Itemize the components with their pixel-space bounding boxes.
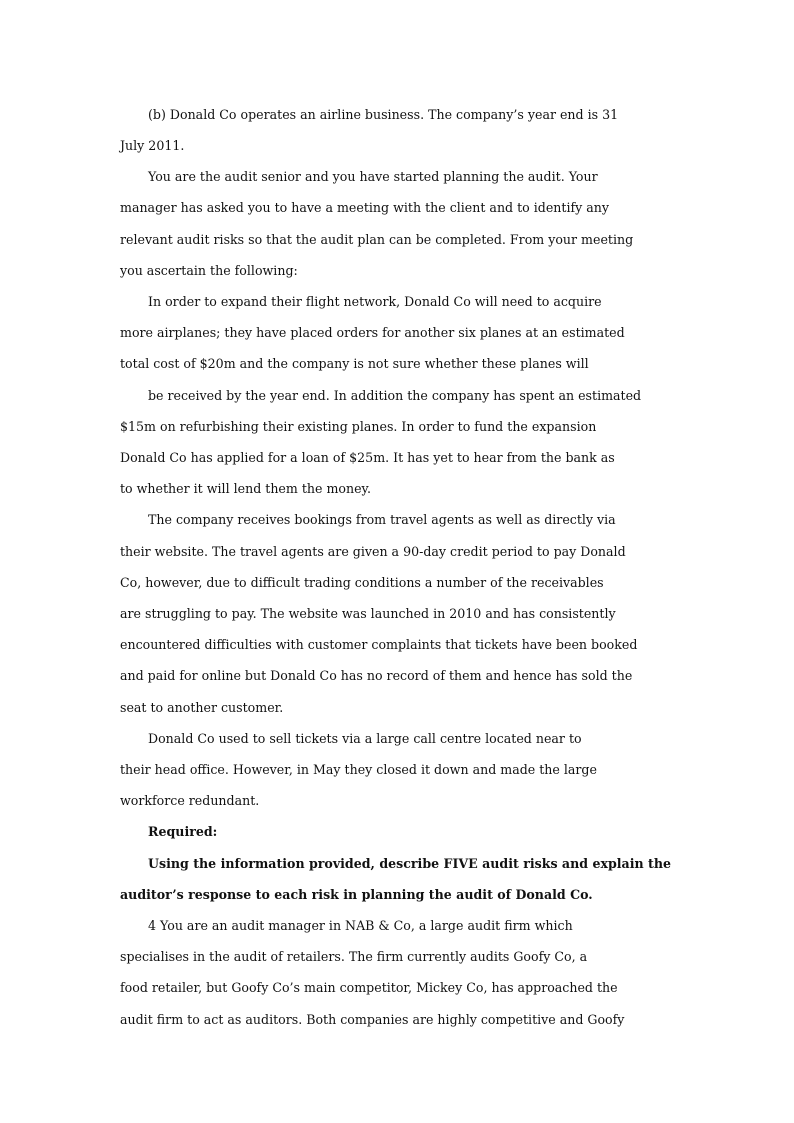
text-line: In order to expand their flight network, Donald Co will need to acquire <box>148 294 602 309</box>
text-line: seat to another customer. <box>120 700 284 715</box>
required-heading: Required: <box>148 824 218 839</box>
text-line: The company receives bookings from travel agents as well as directly via <box>148 512 616 527</box>
text-line: are struggling to pay. The website was launched in 2010 and has consistently <box>120 606 616 621</box>
text-line: and paid for online but Donald Co has no record of them and hence has sold the <box>120 668 633 683</box>
requirement-text: auditor’s response to each risk in planning the audit of Donald Co. <box>120 887 593 902</box>
text-line: Donald Co has applied for a loan of $25m. It has yet to hear from the bank as <box>120 450 615 465</box>
requirement-text: Using the information provided, describe FIVE audit risks and explain the <box>148 856 672 871</box>
text-line: July 2011. <box>120 138 185 153</box>
text-line: $15m on refurbishing their existing planes. In order to fund the expansion <box>120 419 597 434</box>
text-line: you ascertain the following: <box>120 263 298 278</box>
text-line: workforce redundant. <box>120 793 260 808</box>
text-line: Donald Co used to sell tickets via a large call centre located near to <box>148 731 582 746</box>
text-line: You are the audit senior and you have started planning the audit. Your <box>148 169 598 184</box>
text-line: food retailer, but Goofy Co’s main competitor, Mickey Co, has approached the <box>120 980 618 995</box>
text-line: relevant audit risks so that the audit plan can be completed. From your meeting <box>120 232 634 247</box>
text-line: their website. The travel agents are given a 90-day credit period to pay Donald <box>120 544 626 559</box>
text-line: their head office. However, in May they closed it down and made the large <box>120 762 597 777</box>
text-line: specialises in the audit of retailers. The firm currently audits Goofy Co, a <box>120 949 588 964</box>
text-line: audit firm to act as auditors. Both companies are highly competitive and Goofy <box>120 1012 625 1027</box>
text-line: total cost of $20m and the company is not sure whether these planes will <box>120 356 589 371</box>
text-line: (b) Donald Co operates an airline business. The company’s year end is 31 <box>148 107 619 122</box>
text-line: encountered difficulties with customer complaints that tickets have been booked <box>120 637 638 652</box>
text-line: more airplanes; they have placed orders for another six planes at an estimated <box>120 325 625 340</box>
text-line: manager has asked you to have a meeting with the client and to identify any <box>120 200 610 215</box>
text-line: 4 You are an audit manager in NAB & Co, a large audit firm which <box>148 918 573 933</box>
text-line: be received by the year end. In addition the company has spent an estimated <box>148 388 642 403</box>
text-line: Co, however, due to difficult trading conditions a number of the receivables <box>120 575 604 590</box>
text-line: to whether it will lend them the money. <box>120 481 371 496</box>
